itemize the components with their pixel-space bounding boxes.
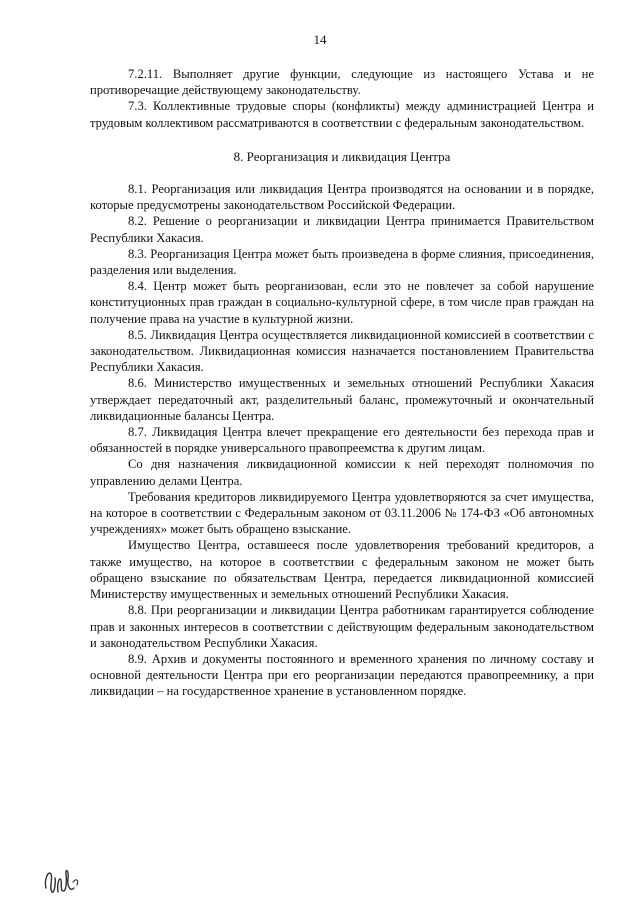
paragraph-8-6: 8.6. Министерство имущественных и земельных отношений Республики Хакасия утверждает передаточный акт, разделительный баланс, промежуточный и окончательный ликвидационные балансы Центра. [90,376,594,423]
handwritten-signature [40,858,84,898]
paragraph-8-5: 8.5. Ликвидация Центра осуществляется ликвидационной комиссией в соответствии с законодательством. Ликвидационная комиссия назначается постановлением Правительства Республики Хакасия. [90,327,594,375]
section-heading: 8. Реорганизация и ликвидация Центра [233,148,451,164]
paragraph-8-2: 8.2. Решение о реорганизации и ликвидации Центра принимается Правительством Республики Хакасия. [90,214,594,245]
paragraph-liquidation-commission-powers: Со дня назначения ликвидационной комиссии к ней переходят полномочия по управлению делами Центра. [90,457,594,488]
paragraph-7-3: 7.3. Коллективные трудовые споры (конфликты) между администрацией Центра и трудовым коллективом рассматриваются в соответствии с федеральным законодательством. [90,99,594,130]
paragraph-8-3: 8.3. Реорганизация Центра может быть произведена в форме слияния, присоединения, разделения или выделения. [90,246,594,278]
paragraph-remaining-property: Имущество Центра, оставшееся после удовлетворения требований кредиторов, а также имущество, на которое в соответствии с федеральным законом не может быть обращено взыскание по обязательствам Центра, передается ликвидационной комиссией Министерству имущественных и земельных отношений Республики Хакасия. [90,538,594,602]
paragraph-8-8: 8.8. При реорганизации и ликвидации Центра работникам гарантируется соблюдение прав и законных интересов в соответствии с действующим федеральным законодательством и законодательством Республики Хакасия. [90,603,594,650]
document-body [90,66,594,700]
paragraph-8-1: 8.1. Реорганизация или ликвидация Центра производятся на основании и в порядке, которые предусмотрены законодательством Российской Федерации. [90,182,594,213]
paragraph-creditor-claims: Требования кредиторов ликвидируемого Центра удовлетворяются за счет имущества, на которое в соответствии с Федеральным законом от 03.11.2006 № 174-ФЗ «Об автономных учреждениях» может быть обращено взыскание. [90,489,594,537]
paragraph-8-4: 8.4. Центр может быть реорганизован, если это не повлечет за собой нарушение конституционных прав граждан в социально-культурной сфере, в том числе прав граждан на получение права на участие в культурной жизни. [90,279,594,326]
paragraph-8-7: 8.7. Ликвидация Центра влечет прекращение его деятельности без перехода прав и обязанностей в порядке универсального правопреемства к другим лицам. [90,425,594,456]
paragraph-7-2-11: 7.2.11. Выполняет другие функции, следующие из настоящего Устава и не противоречащие действующему законодательству. [90,67,594,98]
page-number: 14 [313,32,327,47]
paragraph-8-9: 8.9. Архив и документы постоянного и временного хранения по личному составу и основной деятельности Центра при его реорганизации передаются правопреемнику, а при ликвидации – на государственное хранение в установленном порядке. [90,651,594,699]
